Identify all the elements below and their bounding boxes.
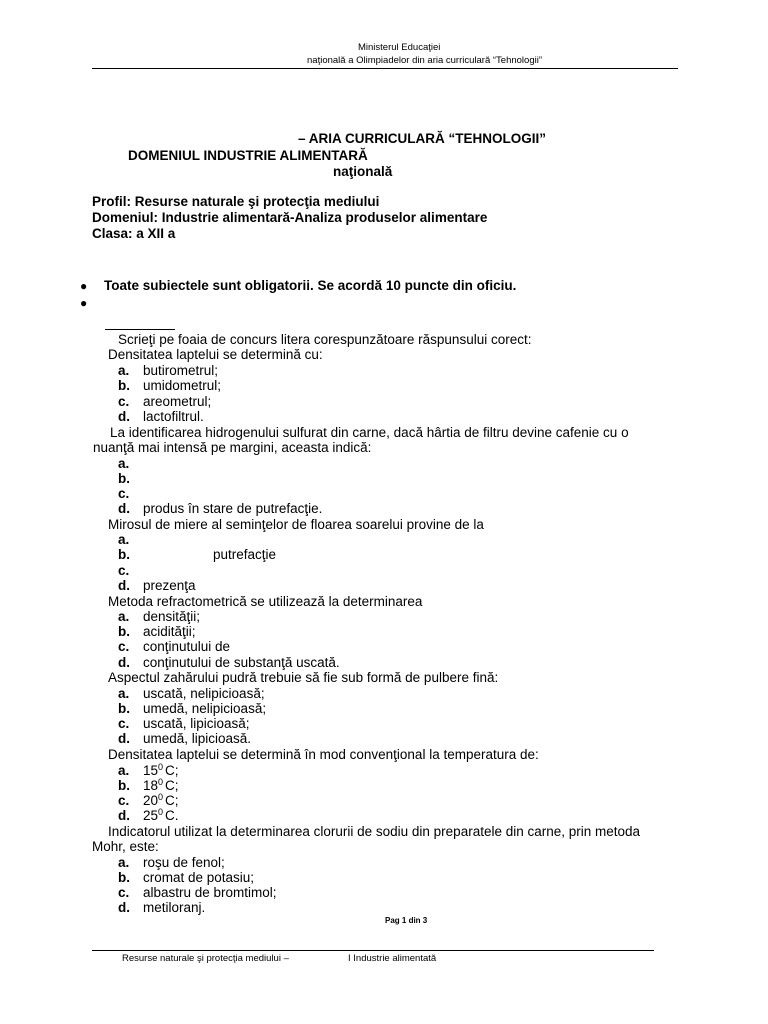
title-nationala: naţională xyxy=(333,164,393,179)
profile-profil: Profil: Resurse naturale şi protecţia mediului xyxy=(92,194,380,209)
page-number: Pag 1 din 3 xyxy=(385,916,428,925)
profile-clasa: Clasa: a XII a xyxy=(92,226,176,241)
header-rule xyxy=(92,68,678,69)
option-6c: c. $20^0$ C; xyxy=(118,792,179,808)
option-6a: a. $15^0$ C; xyxy=(118,762,179,778)
option-2b: b. xyxy=(118,471,130,486)
option-3a: a. xyxy=(118,532,130,547)
question-3: Mirosul de miere al seminţelor de floarea soarelui provine de la xyxy=(108,517,484,532)
footer-rule xyxy=(92,950,654,951)
option-4d: d. conţinutului de substanţă uscată. xyxy=(118,655,340,670)
title-aria: – ARIA CURRICULARĂ “TEHNOLOGII” xyxy=(298,131,546,146)
question-7-line2: Mohr, este: xyxy=(92,839,159,854)
option-7a: a. roşu de fenol; xyxy=(118,855,225,870)
option-5c: c. uscată, lipicioasă; xyxy=(118,716,250,731)
instruction: Scrieţi pe foaia de concurs litera corespunzătoare răspunsului corect: xyxy=(118,332,532,347)
option-1b: b. umidometrul; xyxy=(118,378,222,393)
question-7-line1: Indicatorul utilizat la determinarea clorurii de sodiu din preparatele din carne, prin metoda xyxy=(108,824,641,839)
title-domeniu: DOMENIUL INDUSTRIE ALIMENTARĂ xyxy=(128,148,368,163)
option-5a: a. uscată, nelipicioasă; xyxy=(118,686,265,701)
option-2c: c. xyxy=(118,486,130,501)
option-1a: a. butirometrul; xyxy=(118,363,219,378)
option-3b: b. putrefacţie xyxy=(118,547,277,562)
option-1c: c. areometrul; xyxy=(118,394,212,409)
question-2-line1: La identificarea hidrogenului sulfurat din carne, dacă hârtia de filtru devine cafenie cu o xyxy=(110,425,629,440)
question-6: Densitatea laptelui se determină în mod convenţional la temperatura de: xyxy=(108,747,539,762)
option-5d: d. umedă, lipicioasă. xyxy=(118,731,252,746)
question-1: Densitatea laptelui se determină cu: xyxy=(108,347,323,362)
footer-right: I Industrie alimentată xyxy=(348,953,437,964)
subject-underline xyxy=(105,329,175,330)
option-1d: d. lactofiltrul. xyxy=(118,409,204,424)
option-7c: c. albastru de bromtimol; xyxy=(118,885,277,900)
option-6b: b. $18^0$ C; xyxy=(118,777,179,793)
question-4: Metoda refractometrică se utilizează la determinarea xyxy=(108,594,423,609)
option-5b: b. umedă, nelipicioasă; xyxy=(118,701,267,716)
header-olympiad: naţională a Olimpiadelor din aria curriculară “Tehnologii” xyxy=(307,55,542,66)
option-4c: c. conţinutului de xyxy=(118,639,231,654)
option-2d: d. produs în stare de putrefacţie. xyxy=(118,501,323,516)
question-2-line2: nuanţă mai intensă pe margini, aceasta indică: xyxy=(93,440,372,455)
option-7b: b. cromat de potasiu; xyxy=(118,870,255,885)
option-7d: d. metiloranj. xyxy=(118,900,206,915)
option-4a: a. densităţii; xyxy=(118,609,201,624)
option-6d: d. $25^0$ C. xyxy=(118,807,179,823)
bullet-dot: ● xyxy=(80,296,88,310)
option-2a: a. xyxy=(118,456,130,471)
bullet-dot: ● xyxy=(80,279,88,293)
option-3c: c. xyxy=(118,563,130,578)
bullet-text-1: Toate subiectele sunt obligatorii. Se acordă 10 puncte din oficiu. xyxy=(104,278,517,293)
profile-domeniul: Domeniul: Industrie alimentară-Analiza produselor alimentare xyxy=(92,210,488,225)
option-3d: d. prezenţa xyxy=(118,578,196,593)
option-4b: b. acidităţii; xyxy=(118,624,196,639)
footer-left: Resurse naturale şi protecţia mediului – xyxy=(122,953,289,964)
question-5: Aspectul zahărului pudră trebuie să fie sub formă de pulbere fină: xyxy=(108,670,499,685)
header-ministry: Ministerul Educaţiei xyxy=(358,42,441,53)
